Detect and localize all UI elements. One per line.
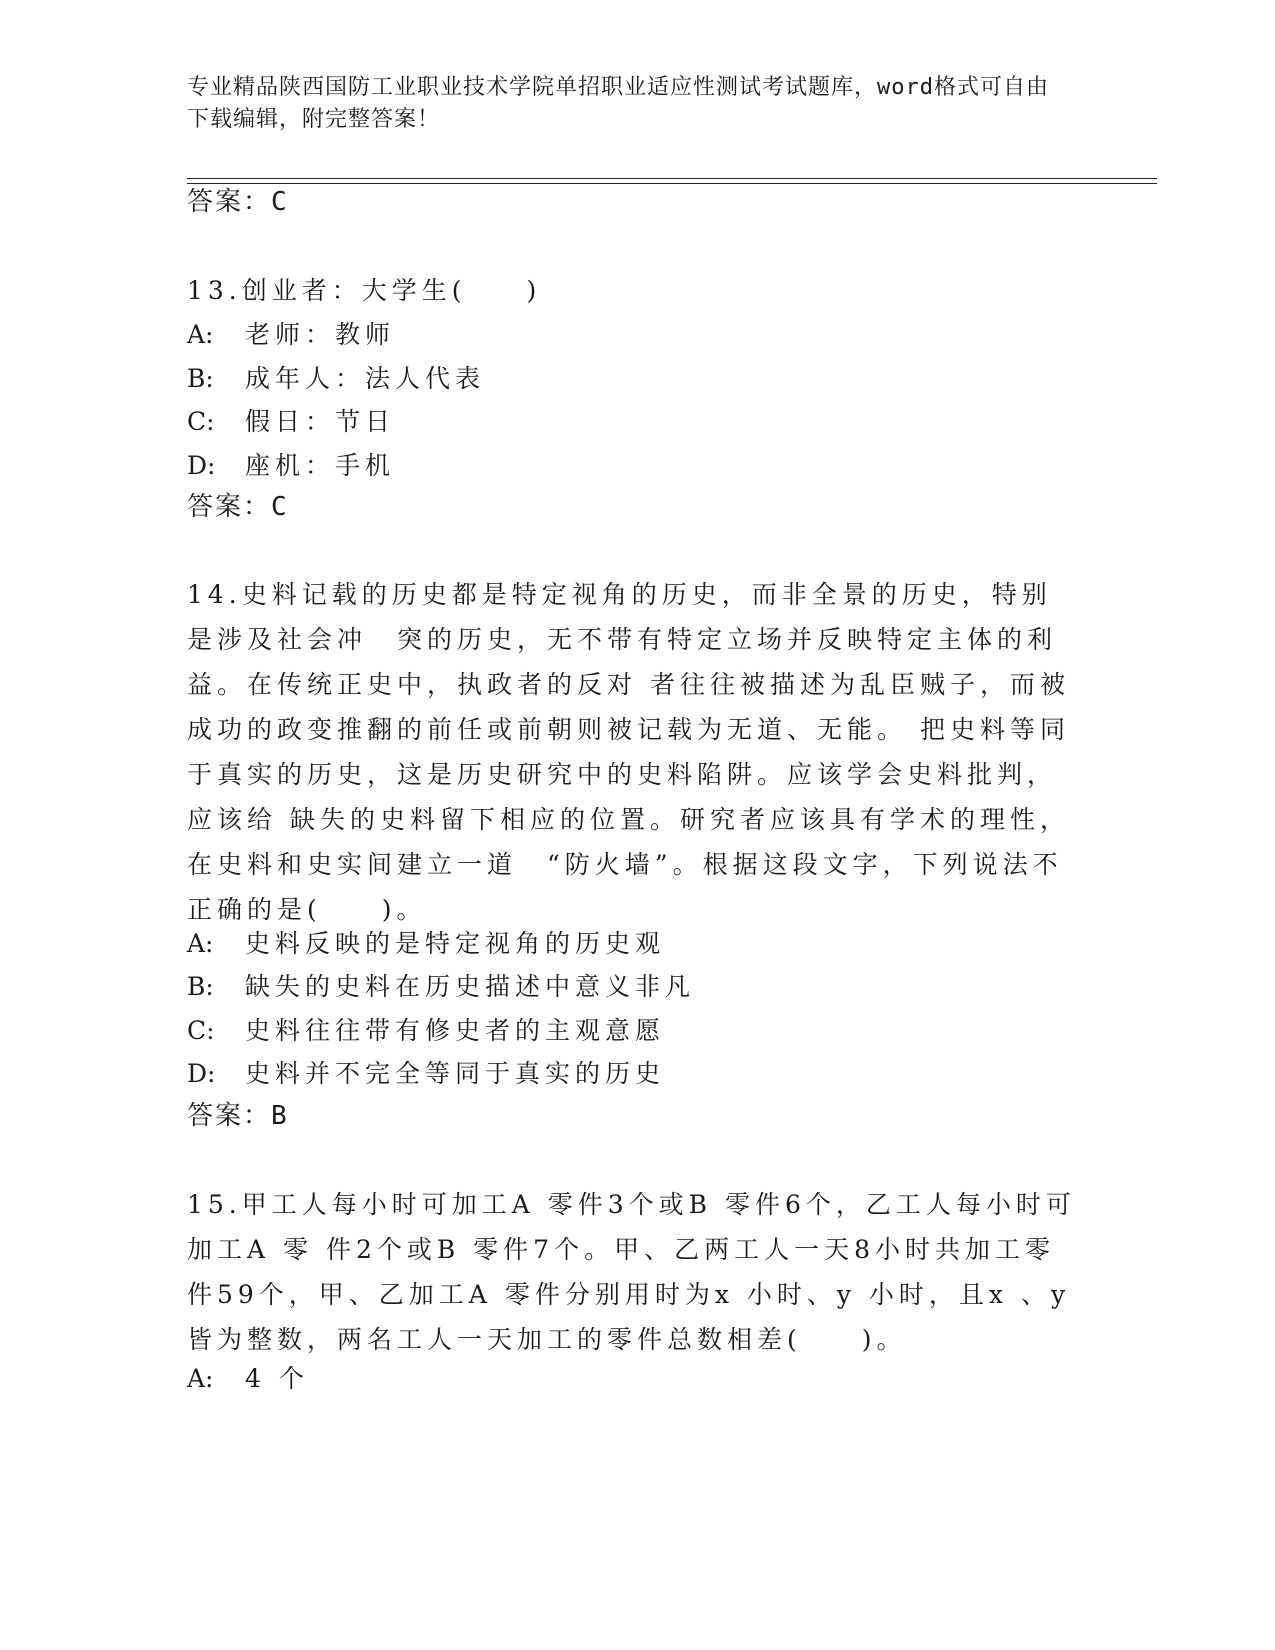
question-14-option-a xyxy=(187,921,1087,966)
answer-q12: 答案：C xyxy=(187,187,289,217)
question-13-option-c xyxy=(187,399,1087,444)
document-header: 专业精品陕西国防工业职业技术学院单招职业适应性测试考试题库，word格式可自由下载编辑，附完整答案！ xyxy=(187,75,1049,132)
option-letter: A: xyxy=(187,320,214,349)
document-page xyxy=(187,0,1157,1650)
option-text: 史料并不完全等同于真实的历史 xyxy=(245,1059,666,1088)
option-text: 史料反映的是特定视角的历史观 xyxy=(245,929,666,958)
question-14-option-c xyxy=(187,1008,1087,1053)
question-14-stem: 14.史料记载的历史都是特定视角的历史，而非全景的历史，特别是涉及社会冲 突的历史，无不带有特定立场并反映特定主体的利益。在传统正史中，执政者的反对 者往往被描述为乱臣贼子，而被成功的政变推翻的前任或前朝则被记载为无道、无能。 把史料等同于真实的历史，这是历史研究中的史料陷阱。应该学会史料批判，应该给 缺失的史料留下相应的位置。研究者应该具有学术的理性，在史料和史实间建立一道 “防火墙”。根据这段文字，下列说法不正确的是( )。 xyxy=(187,580,1070,924)
answer-q13: 答案：C xyxy=(187,492,289,522)
question-13-option-b xyxy=(187,356,1087,401)
option-text: 缺失的史料在历史描述中意义非凡 xyxy=(245,972,696,1001)
question-14-option-d xyxy=(187,1051,1087,1096)
question-13-stem: 13.创业者：大学生( ) xyxy=(187,276,542,305)
header-rule-top xyxy=(187,178,1157,179)
option-text: 假日：节日 xyxy=(245,407,396,436)
question-14-option-b xyxy=(187,964,1087,1009)
option-letter: A: xyxy=(187,929,214,958)
option-letter: B: xyxy=(187,972,214,1001)
option-text: 老师：教师 xyxy=(245,320,396,349)
option-text: 4 个 xyxy=(245,1364,309,1393)
option-letter: C: xyxy=(187,407,215,436)
option-letter: A: xyxy=(187,1364,214,1393)
question-15-stem: 15.甲工人每小时可加工A 零件3个或B 零件6个，乙工人每小时可加工A 零 件2个或B 零件7个。甲、乙两工人一天8小时共加工零件59个，甲、乙加工A 零件分别用时为x 小时、y 小时，且x 、y皆为整数，两名工人一天加工的零件总数相差( )。 xyxy=(187,1190,1076,1354)
answer-q14: 答案：B xyxy=(187,1101,289,1131)
question-13-option-a xyxy=(187,312,1087,357)
question-13-option-d xyxy=(187,443,1087,488)
option-letter: B: xyxy=(187,364,214,393)
header-rule-bottom xyxy=(187,183,1157,184)
option-text: 史料往往带有修史者的主观意愿 xyxy=(245,1016,666,1045)
option-text: 座机：手机 xyxy=(245,451,396,480)
option-text: 成年人：法人代表 xyxy=(245,364,486,393)
option-letter: C: xyxy=(187,1016,215,1045)
question-15-option-a xyxy=(187,1356,1087,1401)
option-letter: D: xyxy=(187,451,216,480)
option-letter: D: xyxy=(187,1059,216,1088)
